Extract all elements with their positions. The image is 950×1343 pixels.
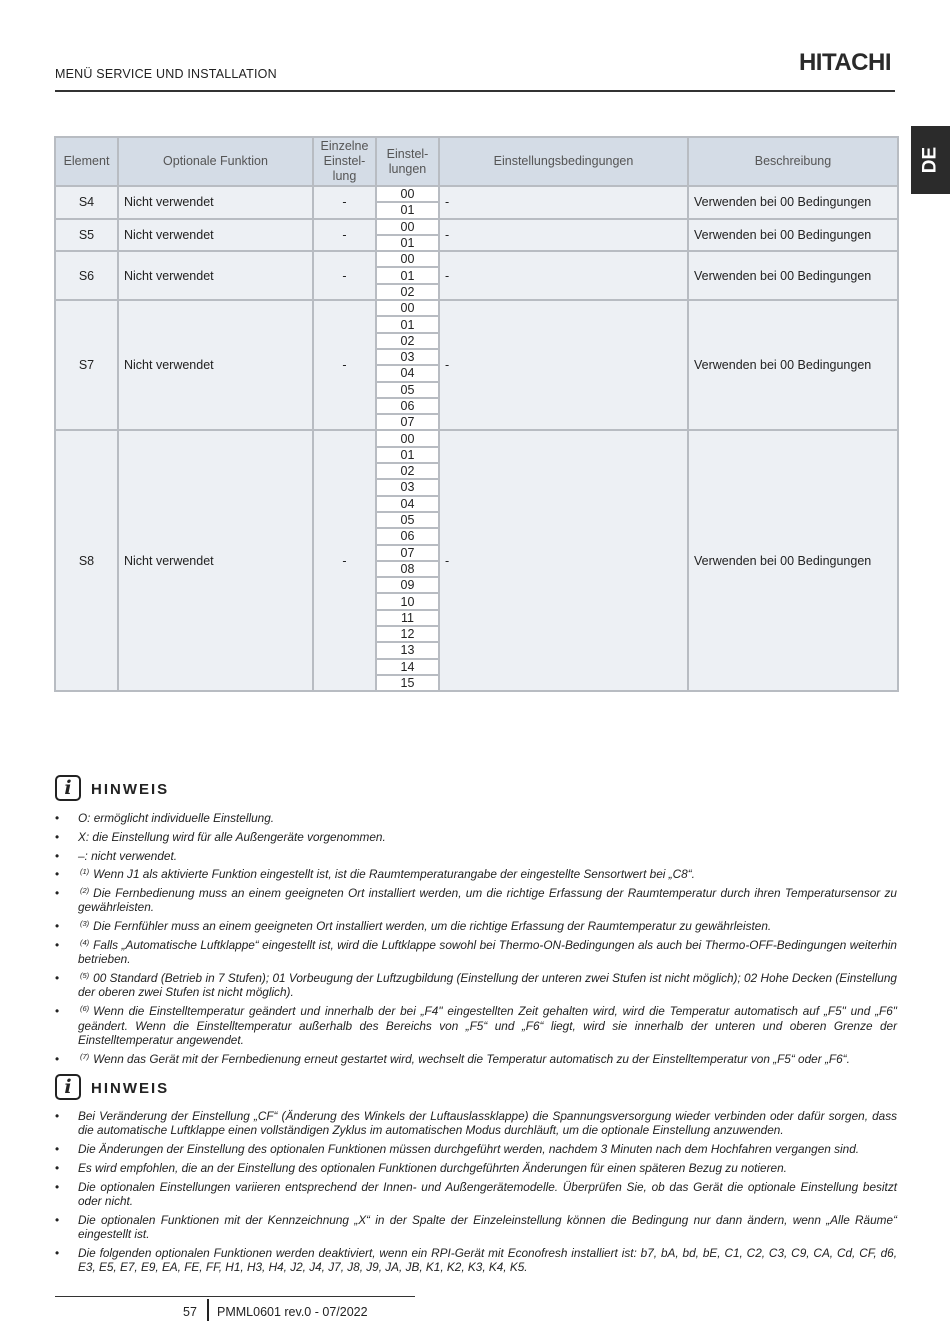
cell-setting: 03 bbox=[376, 349, 439, 365]
cell-setting: 00 bbox=[376, 251, 439, 267]
cell-conditions: - bbox=[439, 300, 688, 430]
note-item bbox=[55, 1180, 897, 1209]
note-item bbox=[55, 886, 897, 915]
cell-setting: 10 bbox=[376, 593, 439, 609]
cell-setting: 07 bbox=[376, 545, 439, 561]
note-item bbox=[55, 811, 897, 825]
note-text: –: nicht verwendet. bbox=[78, 848, 178, 863]
note-item bbox=[55, 1004, 897, 1047]
settings-table-container bbox=[54, 136, 897, 692]
cell-function: Nicht verwendet bbox=[118, 300, 313, 430]
note-text: Die folgenden optionalen Funktionen werden deaktiviert, wenn ein RPI-Gerät mit Econofresh installiert ist: b7, bA, bd, bE, C1, C2, C3, C9, CA, Cd, CF, d6, E3, E5, E7, E9, EA, FE, FF, H1, H3, H4, J2, J4, J7, J8, J9, JA, JB, K1, K2, K3, K4, K5. bbox=[78, 1245, 897, 1275]
note-text: 00 Standard (Betrieb in 7 Stufen); 01 Vorbeugung der Luftzugbildung (Einstellung der unteren zwei Stufen ist nicht möglich); 02 Hohe Decken (Einstellung der oberen zwei Stufen ist nicht möglich). bbox=[78, 971, 897, 1000]
note-item bbox=[55, 938, 897, 967]
note-item bbox=[55, 1161, 897, 1175]
cell-setting: 15 bbox=[376, 675, 439, 691]
note-text: Die optionalen Funktionen mit der Kennzeichnung „X“ in der Spalte der Einzeleinstellung können die Bedingung nur dann ändern, wenn „Alle Räume“ eingestellt ist. bbox=[78, 1212, 897, 1242]
note-header bbox=[55, 775, 897, 801]
cell-individual: - bbox=[313, 251, 376, 300]
note-text: O: ermöglicht individuelle Einstellung. bbox=[78, 811, 275, 825]
document-reference: PMML0601 rev.0 - 07/2022 bbox=[217, 1305, 368, 1319]
language-tab bbox=[911, 126, 950, 194]
cell-setting: 02 bbox=[376, 333, 439, 349]
cell-setting: 01 bbox=[376, 235, 439, 251]
note-item bbox=[55, 867, 897, 881]
note-text: Wenn das Gerät mit der Fernbedienung erneut gestartet wird, wechselt die Temperatur automatisch zu der Einstelltemperatur von „F5“ oder „F6“. bbox=[93, 1051, 850, 1066]
cell-description: Verwenden bei 00 Bedingungen bbox=[688, 219, 898, 252]
cell-setting: 08 bbox=[376, 561, 439, 577]
cell-setting: 03 bbox=[376, 479, 439, 495]
cell-conditions: - bbox=[439, 219, 688, 252]
note-text: Es wird empfohlen, die an der Einstellung des optionalen Funktionen durchgeführten Änderungen für einen späteren Bezug zu notieren. bbox=[78, 1160, 787, 1175]
note-text: Bei Veränderung der Einstellung „CF“ (Änderung des Winkels der Luftauslassklappe) die Spannungsversorgung wieder verbinden oder dafür sorgen, dass die automatische Luftklappe einen vollständigen Zyklus im automatischen Modus durchläuft, um die optionale Einstellung anzuwenden. bbox=[78, 1109, 897, 1138]
info-icon-glyph: i bbox=[64, 777, 72, 799]
cell-description: Verwenden bei 00 Bedingungen bbox=[688, 300, 898, 430]
cell-element: S6 bbox=[55, 251, 118, 300]
cell-element: S5 bbox=[55, 219, 118, 252]
cell-function: Nicht verwendet bbox=[118, 219, 313, 252]
note-text: Falls „Automatische Luftklappe“ eingestellt ist, wird die Luftklappe sowohl bei Thermo-ON-Bedingungen als auch bei Thermo-OFF-Bedingungen weiterhin betrieben. bbox=[78, 938, 897, 967]
note-text: Wenn die Einstelltemperatur geändert und innerhalb der bei „F4" eingestellten Zeit gehalten wird, wird die Temperatur automatisch auf „F5" und „F6" geändert. Wenn die Einstelltemperatur außerhalb des Bereichs von „F5“ und „F6“ liegt, wird sie innerhalb der unteren und oberen Grenze der Einstelltemperatur angewendet. bbox=[78, 1004, 897, 1047]
note-item bbox=[55, 830, 897, 844]
info-icon bbox=[55, 775, 81, 801]
info-icon-glyph: i bbox=[64, 1076, 72, 1098]
footnote-marker: (1) bbox=[80, 867, 90, 877]
header-element: Element bbox=[55, 137, 118, 186]
header-rule bbox=[55, 90, 895, 92]
cell-setting: 01 bbox=[376, 202, 439, 218]
cell-setting: 00 bbox=[376, 219, 439, 235]
note-text: X: die Einstellung wird für alle Außengeräte vorgenommen. bbox=[78, 829, 386, 844]
page-header bbox=[55, 49, 895, 92]
note-text: Die Änderungen der Einstellung des optionalen Funktionen müssen durchgeführt werden, nachdem 3 Minuten nach dem Hochfahren vergangen sind. bbox=[78, 1142, 860, 1157]
header-function: Optionale Funktion bbox=[118, 137, 313, 186]
cell-setting: 01 bbox=[376, 267, 439, 283]
cell-setting: 13 bbox=[376, 642, 439, 658]
note-title: HINWEIS bbox=[91, 781, 170, 798]
note-text: Die Fernfühler muss an einem geeigneten Ort installiert werden, um die richtige Erfassung der Raumtemperatur zu gewährleisten. bbox=[93, 919, 772, 934]
footer-separator bbox=[207, 1299, 209, 1321]
table-row bbox=[55, 186, 898, 202]
note-item bbox=[55, 849, 897, 863]
note-text: Die Fernbedienung muss an einem geeigneten Ort installiert werden, um die richtige Erfassung der Raumtemperatur durch ihren Temperatursensor zu gewährleisten. bbox=[78, 886, 897, 915]
cell-setting: 09 bbox=[376, 577, 439, 593]
header-title: MENÜ SERVICE UND INSTALLATION bbox=[55, 67, 277, 81]
cell-setting: 05 bbox=[376, 382, 439, 398]
language-tab-label: DE bbox=[919, 146, 941, 174]
cell-setting: 12 bbox=[376, 626, 439, 642]
table-row bbox=[55, 251, 898, 267]
cell-individual: - bbox=[313, 430, 376, 691]
footnote-marker: (4) bbox=[80, 938, 90, 948]
footnote-marker: (7) bbox=[80, 1051, 90, 1061]
note-item bbox=[55, 919, 897, 933]
cell-setting: 11 bbox=[376, 610, 439, 626]
settings-table bbox=[54, 136, 899, 692]
header-settings: Einstel-lungen bbox=[376, 137, 439, 186]
cell-element: S7 bbox=[55, 300, 118, 430]
note-header bbox=[55, 1074, 897, 1100]
note-box-2 bbox=[55, 1074, 897, 1279]
cell-conditions: - bbox=[439, 186, 688, 219]
note-text: Wenn J1 als aktivierte Funktion eingestellt ist, ist die Raumtemperaturangabe der eingestellte Sensortwert bei „C8“. bbox=[93, 867, 695, 882]
table-row bbox=[55, 300, 898, 316]
cell-description: Verwenden bei 00 Bedingungen bbox=[688, 430, 898, 691]
cell-individual: - bbox=[313, 219, 376, 252]
note-item bbox=[55, 971, 897, 1000]
cell-function: Nicht verwendet bbox=[118, 186, 313, 219]
note-item bbox=[55, 1213, 897, 1242]
cell-function: Nicht verwendet bbox=[118, 251, 313, 300]
note-list bbox=[55, 1109, 897, 1274]
cell-setting: 01 bbox=[376, 447, 439, 463]
cell-conditions: - bbox=[439, 430, 688, 691]
info-icon bbox=[55, 1074, 81, 1100]
cell-element: S4 bbox=[55, 186, 118, 219]
cell-setting: 04 bbox=[376, 496, 439, 512]
cell-setting: 01 bbox=[376, 316, 439, 332]
table-header-row bbox=[55, 137, 898, 186]
note-text: Die optionalen Einstellungen variieren entsprechend der Innen- und Außengerätemodelle. Überprüfen Sie, ob das Gerät die optionale Einstellung besitzt oder nicht. bbox=[78, 1179, 897, 1208]
note-item bbox=[55, 1109, 897, 1138]
cell-setting: 00 bbox=[376, 186, 439, 202]
cell-setting: 00 bbox=[376, 300, 439, 316]
cell-function: Nicht verwendet bbox=[118, 430, 313, 691]
footnote-marker: (5) bbox=[80, 971, 90, 981]
cell-setting: 05 bbox=[376, 512, 439, 528]
cell-conditions: - bbox=[439, 251, 688, 300]
header-individual: Einzelne Einstel-lung bbox=[313, 137, 376, 186]
cell-description: Verwenden bei 00 Bedingungen bbox=[688, 186, 898, 219]
note-item bbox=[55, 1052, 897, 1066]
footnote-marker: (2) bbox=[80, 886, 90, 896]
note-item bbox=[55, 1246, 897, 1275]
page-number: 57 bbox=[183, 1305, 197, 1319]
brand-logo: HITACHI bbox=[798, 49, 891, 76]
cell-setting: 02 bbox=[376, 463, 439, 479]
cell-setting: 06 bbox=[376, 398, 439, 414]
table-row bbox=[55, 430, 898, 446]
cell-individual: - bbox=[313, 300, 376, 430]
header-description: Beschreibung bbox=[688, 137, 898, 186]
cell-element: S8 bbox=[55, 430, 118, 691]
footer-rule bbox=[55, 1296, 415, 1297]
cell-individual: - bbox=[313, 186, 376, 219]
footnote-marker: (6) bbox=[80, 1004, 90, 1014]
table-row bbox=[55, 219, 898, 235]
header-conditions: Einstellungsbedingungen bbox=[439, 137, 688, 186]
note-box-1 bbox=[55, 775, 897, 1070]
cell-setting: 02 bbox=[376, 284, 439, 300]
cell-setting: 07 bbox=[376, 414, 439, 430]
cell-setting: 00 bbox=[376, 430, 439, 446]
note-list bbox=[55, 811, 897, 1066]
note-title: HINWEIS bbox=[91, 1080, 170, 1097]
page-footer bbox=[55, 1296, 415, 1326]
footnote-marker: (3) bbox=[80, 919, 90, 929]
note-item bbox=[55, 1142, 897, 1156]
table-body bbox=[55, 186, 898, 691]
cell-setting: 14 bbox=[376, 659, 439, 675]
cell-setting: 04 bbox=[376, 365, 439, 381]
cell-description: Verwenden bei 00 Bedingungen bbox=[688, 251, 898, 300]
cell-setting: 06 bbox=[376, 528, 439, 544]
